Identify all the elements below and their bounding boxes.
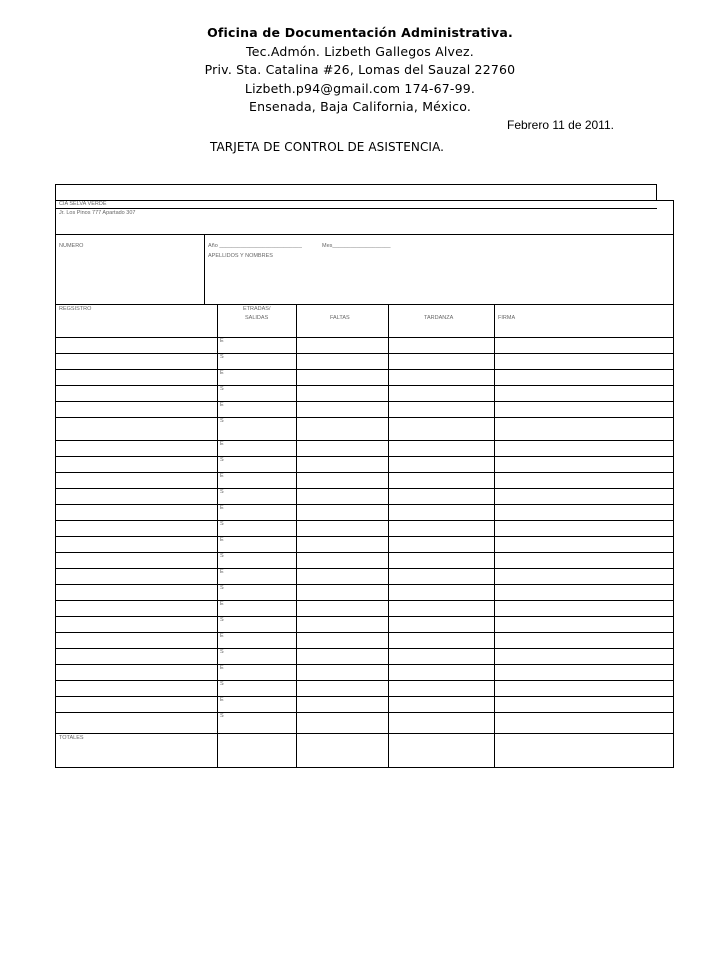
- contact-line: Lizbeth.p94@gmail.com 174-67-99.: [244, 80, 476, 96]
- row-mark: E: [220, 402, 224, 408]
- row-line: [56, 600, 673, 601]
- top-blank-row: [55, 184, 657, 201]
- anio-field: Año ___________________________: [208, 243, 302, 249]
- letterhead: [0, 24, 720, 117]
- person-name: Tec.Admón. Lizbeth Gallegos Alvez.: [246, 43, 474, 59]
- row-line: [56, 401, 673, 402]
- row-mark: E: [220, 697, 224, 703]
- row-line: [56, 584, 673, 585]
- row-line: [56, 616, 673, 617]
- row-line: [56, 385, 673, 386]
- row-line: [56, 456, 673, 457]
- faltas-header: FALTAS: [330, 315, 350, 321]
- firma-header: FIRMA: [498, 315, 516, 321]
- row-mark: E: [220, 601, 224, 607]
- row-line: [56, 696, 673, 697]
- header-top-line: [56, 304, 673, 305]
- tardanza-header: TARDANZA: [424, 315, 454, 321]
- registro-header: REGSISTRO: [59, 306, 92, 312]
- row-mark: S: [220, 713, 224, 719]
- apellidos-label: APELLIDOS Y NOMBRES: [208, 253, 273, 259]
- row-mark: S: [220, 681, 224, 687]
- totales-label: TOTALES: [59, 735, 84, 741]
- row-mark: S: [220, 617, 224, 623]
- row-line: [56, 733, 673, 734]
- row-mark: E: [220, 633, 224, 639]
- row-mark: E: [220, 537, 224, 543]
- row-line: [56, 536, 673, 537]
- row-mark: S: [220, 553, 224, 559]
- company-address: Jr. Los Pinos 777 Apartado 307: [59, 210, 136, 216]
- row-mark: S: [220, 521, 224, 527]
- entradas-header-1: ETRADAS/: [243, 306, 271, 312]
- row-line: [56, 440, 673, 441]
- numero-label: NUMERO: [59, 243, 84, 249]
- document-date: Febrero 11 de 2011.: [507, 118, 614, 132]
- row-mark: E: [220, 569, 224, 575]
- row-line: [56, 648, 673, 649]
- mes-field: Mes___________________: [322, 243, 391, 249]
- row-line: [56, 504, 673, 505]
- section-divider: [56, 234, 673, 235]
- row-line: [56, 369, 673, 370]
- row-mark: E: [220, 473, 224, 479]
- city-line: Ensenada, Baja California, México.: [249, 99, 471, 114]
- row-mark: S: [220, 489, 224, 495]
- row-mark: S: [220, 457, 224, 463]
- row-line: [56, 472, 673, 473]
- row-line: [56, 664, 673, 665]
- row-mark: S: [220, 386, 224, 392]
- row-mark: E: [220, 441, 224, 447]
- row-mark: S: [220, 354, 224, 360]
- row-mark: S: [220, 418, 224, 424]
- row-mark: E: [220, 370, 224, 376]
- entradas-header-2: SALIDAS: [245, 315, 269, 321]
- row-mark: E: [220, 338, 224, 344]
- row-line: [56, 680, 673, 681]
- row-line: [56, 632, 673, 633]
- address-line: Priv. Sta. Catalina #26, Lomas del Sauzal 22760: [204, 62, 516, 77]
- row-line: [56, 520, 673, 521]
- office-name: Oficina de Documentación Administrativa.: [207, 25, 513, 40]
- row-mark: E: [220, 505, 224, 511]
- row-line: [56, 353, 673, 354]
- row-line: [56, 568, 673, 569]
- company-name: CIA SELVA VERDE: [59, 201, 107, 207]
- row-line: [56, 337, 673, 338]
- form-title: TARJETA DE CONTROL DE ASISTENCIA.: [210, 140, 445, 154]
- company-underline: [56, 208, 657, 209]
- row-mark: E: [220, 665, 224, 671]
- attendance-form: [55, 200, 674, 768]
- row-line: [56, 712, 673, 713]
- numero-divider: [204, 235, 205, 305]
- row-line: [56, 417, 673, 418]
- row-mark: S: [220, 585, 224, 591]
- row-mark: S: [220, 649, 224, 655]
- row-line: [56, 488, 673, 489]
- row-line: [56, 552, 673, 553]
